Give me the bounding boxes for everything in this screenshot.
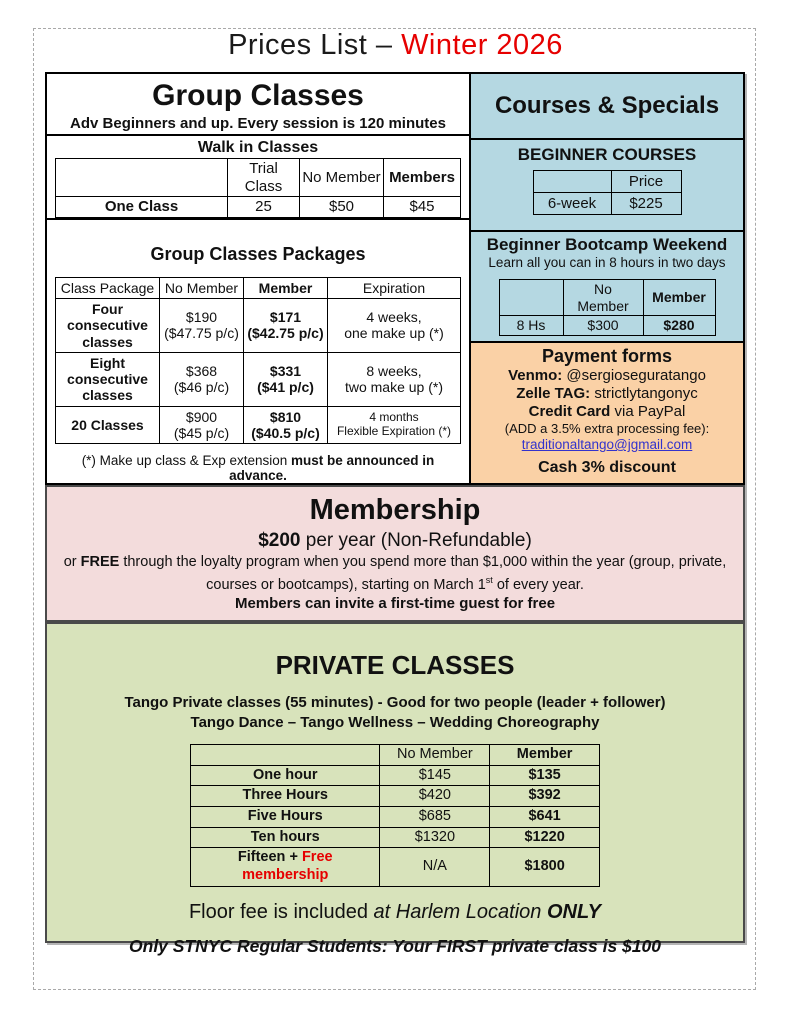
page-title [0, 29, 791, 62]
price: $900 [185, 408, 218, 425]
private-row-label [191, 848, 380, 886]
credit-card-method: via PayPal [610, 403, 686, 420]
package-label: Four consecutive classes [56, 299, 160, 353]
packages-header-row [56, 277, 461, 298]
package-no-member-price [160, 406, 244, 443]
packages-table [55, 277, 461, 444]
payment-venmo-line [471, 367, 743, 385]
package-no-member-price [160, 352, 244, 406]
private-row-label: Ten hours [191, 827, 380, 848]
stnyc-first-class-line: Only STNYC Regular Students: Your FIRST private class is $100 [129, 935, 661, 956]
private-row-label: Three Hours [191, 786, 380, 807]
bootcamp-subtitle: Learn all you can in 8 hours in two days [488, 255, 726, 270]
group-classes-subtitle: Adv Beginners and up. Every session is 120 minutes [70, 114, 446, 132]
venmo-handle: @sergioseguratango [562, 367, 706, 384]
price-per-class: ($45 p/c) [173, 424, 230, 441]
private-header-empty [191, 745, 380, 766]
private-no-member-price: $685 [380, 807, 490, 828]
membership-price: $200 [258, 530, 301, 551]
expiration-line: 8 weeks, [366, 362, 422, 379]
package-expiration [328, 352, 461, 406]
credit-card-label: Credit Card [528, 403, 611, 420]
package-member-price [244, 352, 328, 406]
beginner-header-row [533, 171, 681, 193]
floor-fee-line [47, 900, 743, 924]
table-row [191, 848, 600, 886]
packages-header-expiration: Expiration [328, 277, 461, 298]
payment-section [471, 343, 743, 483]
price: $368 [185, 362, 218, 379]
page-title-text: Prices List – [228, 29, 402, 61]
package-member-price [244, 406, 328, 443]
bootcamp-no-member-price: $300 [563, 316, 643, 336]
payment-email-link[interactable]: traditionaltango@jgmail.com [521, 437, 693, 452]
bootcamp-row-label: 8 Hs [499, 316, 563, 336]
zelle-label: Zelle TAG: [516, 385, 591, 402]
walk-in-section [47, 136, 469, 220]
private-member-price: $641 [490, 807, 600, 828]
package-member-price [244, 299, 328, 353]
floor-fee-only: ONLY [546, 900, 602, 923]
table-row [56, 299, 461, 353]
beginner-courses-title: BEGINNER COURSES [517, 145, 697, 164]
membership-price-line [47, 529, 743, 552]
private-no-member-price: $145 [380, 765, 490, 786]
bootcamp-data-row [499, 316, 715, 336]
private-classes-table [190, 744, 600, 887]
expiration-line: two make up (*) [344, 379, 444, 396]
walk-in-title: Walk in Classes [197, 138, 319, 156]
zelle-tag: strictlytangonyc [590, 385, 698, 402]
makeup-note-bold: must be announced in advance. [229, 453, 435, 483]
walk-in-header-trial: Trial Class [228, 158, 300, 196]
membership-price-terms: per year (Non-Refundable) [300, 530, 532, 551]
private-member-price: $135 [490, 765, 600, 786]
package-no-member-price [160, 299, 244, 353]
private-row-label: One hour [191, 765, 380, 786]
fifteen-label: Fifteen + [237, 849, 302, 866]
walk-in-data-row [56, 197, 461, 218]
bootcamp-header-empty [499, 280, 563, 316]
group-classes-title: Group Classes [152, 79, 364, 112]
walk-in-trial-price: 25 [228, 197, 300, 218]
loyalty-post: of every year. [492, 576, 584, 593]
private-member-price: $392 [490, 786, 600, 807]
walk-in-no-member-price: $50 [300, 197, 384, 218]
beginner-courses-section [471, 140, 743, 232]
cash-discount-line: Cash 3% discount [538, 459, 676, 476]
venmo-label: Venmo: [508, 367, 563, 384]
price: $171 [269, 309, 302, 326]
packages-header-member: Member [244, 277, 328, 298]
table-row [56, 352, 461, 406]
processing-fee-note: (ADD a 3.5% extra processing fee): [504, 421, 710, 436]
beginner-courses-table [533, 170, 682, 215]
membership-title: Membership [309, 494, 481, 526]
bootcamp-header-member: Member [643, 280, 715, 316]
price-per-class: ($46 p/c) [173, 379, 230, 396]
walk-in-header-members: Members [384, 158, 461, 196]
table-row [191, 827, 600, 848]
private-member-price: $1220 [490, 827, 600, 848]
membership-guest-line: Members can invite a first-time guest for free [234, 594, 556, 612]
main-grid [45, 72, 745, 485]
loyalty-pre: or [63, 554, 81, 570]
beginner-course-label: 6-week [533, 193, 611, 215]
floor-fee-regular: Floor fee is included [188, 900, 374, 923]
private-header-member: Member [490, 745, 600, 766]
price: $810 [269, 408, 302, 425]
bootcamp-title: Beginner Bootcamp Weekend [486, 235, 728, 254]
walk-in-table [55, 158, 461, 218]
package-expiration [328, 406, 461, 443]
makeup-note [55, 453, 461, 483]
loyalty-ordinal: st [485, 575, 493, 585]
bootcamp-section [471, 232, 743, 343]
courses-specials-column [471, 74, 743, 483]
payment-zelle-line [471, 385, 743, 403]
bootcamp-member-price: $280 [643, 316, 715, 336]
beginner-header-empty [533, 171, 611, 193]
walk-in-header-empty [56, 158, 228, 196]
payment-title: Payment forms [541, 346, 673, 366]
bootcamp-table [499, 279, 716, 336]
private-header-row [191, 745, 600, 766]
package-label: 20 Classes [56, 406, 160, 443]
group-classes-column [47, 74, 471, 483]
group-classes-header [47, 74, 469, 136]
courses-specials-header: Courses & Specials [471, 74, 743, 140]
walk-in-header-no-member: No Member [300, 158, 384, 196]
page-title-season: Winter 2026 [401, 29, 563, 61]
walk-in-row-label: One Class [56, 197, 228, 218]
floor-fee-location: at Harlem Location [373, 900, 547, 923]
price: $331 [269, 362, 302, 379]
loyalty-free: FREE [80, 554, 120, 570]
package-label: Eight consecutive classes [56, 352, 160, 406]
price-per-class: ($40.5 p/c) [251, 424, 320, 441]
expiration-line: Flexible Expiration (*) [336, 423, 452, 438]
private-classes-title: PRIVATE CLASSES [275, 650, 515, 680]
beginner-course-price: $225 [611, 193, 681, 215]
packages-header-no-member: No Member [160, 277, 244, 298]
packages-header-class: Class Package [56, 277, 160, 298]
walk-in-member-price: $45 [384, 197, 461, 218]
price-per-class: ($41 p/c) [257, 379, 314, 396]
walk-in-header-row [56, 158, 461, 196]
beginner-header-price: Price [611, 171, 681, 193]
private-member-price: $1800 [490, 848, 600, 886]
packages-title: Group Classes Packages [150, 243, 366, 264]
payment-credit-card-line [471, 403, 743, 421]
beginner-data-row [533, 193, 681, 215]
expiration-line: one make up (*) [344, 325, 444, 342]
makeup-note-regular: (*) Make up class & Exp extension [81, 453, 292, 468]
price-per-class: ($42.75 p/c) [247, 325, 324, 342]
private-row-label: Five Hours [191, 807, 380, 828]
private-no-member-price: $1320 [380, 827, 490, 848]
packages-section [47, 220, 469, 483]
table-row [191, 807, 600, 828]
private-header-no-member: No Member [380, 745, 490, 766]
price: $190 [185, 309, 218, 326]
table-row [191, 765, 600, 786]
free-membership-label: Free membership [242, 849, 333, 884]
table-row [191, 786, 600, 807]
private-no-member-price: N/A [380, 848, 490, 886]
membership-loyalty-paragraph [57, 553, 733, 594]
private-classes-section [45, 622, 745, 956]
loyalty-mid: through the loyalty program when you spend more than $1,000 within the year (group, private, courses or bootcamps), starting on March 1 [119, 554, 727, 593]
membership-section [45, 485, 745, 622]
private-classes-subtitle-1: Tango Private classes (55 minutes) - Good for two people (leader + follower) [124, 694, 666, 711]
private-classes-subtitle-2: Tango Dance – Tango Wellness – Wedding Choreography [190, 714, 600, 731]
private-no-member-price: $420 [380, 786, 490, 807]
expiration-line: 4 months [369, 409, 419, 424]
bootcamp-header-row [499, 280, 715, 316]
expiration-line: 4 weeks, [366, 309, 422, 326]
price-per-class: ($47.75 p/c) [164, 325, 239, 342]
package-expiration [328, 299, 461, 353]
table-row [56, 406, 461, 443]
bootcamp-header-no-member: No Member [563, 280, 643, 316]
